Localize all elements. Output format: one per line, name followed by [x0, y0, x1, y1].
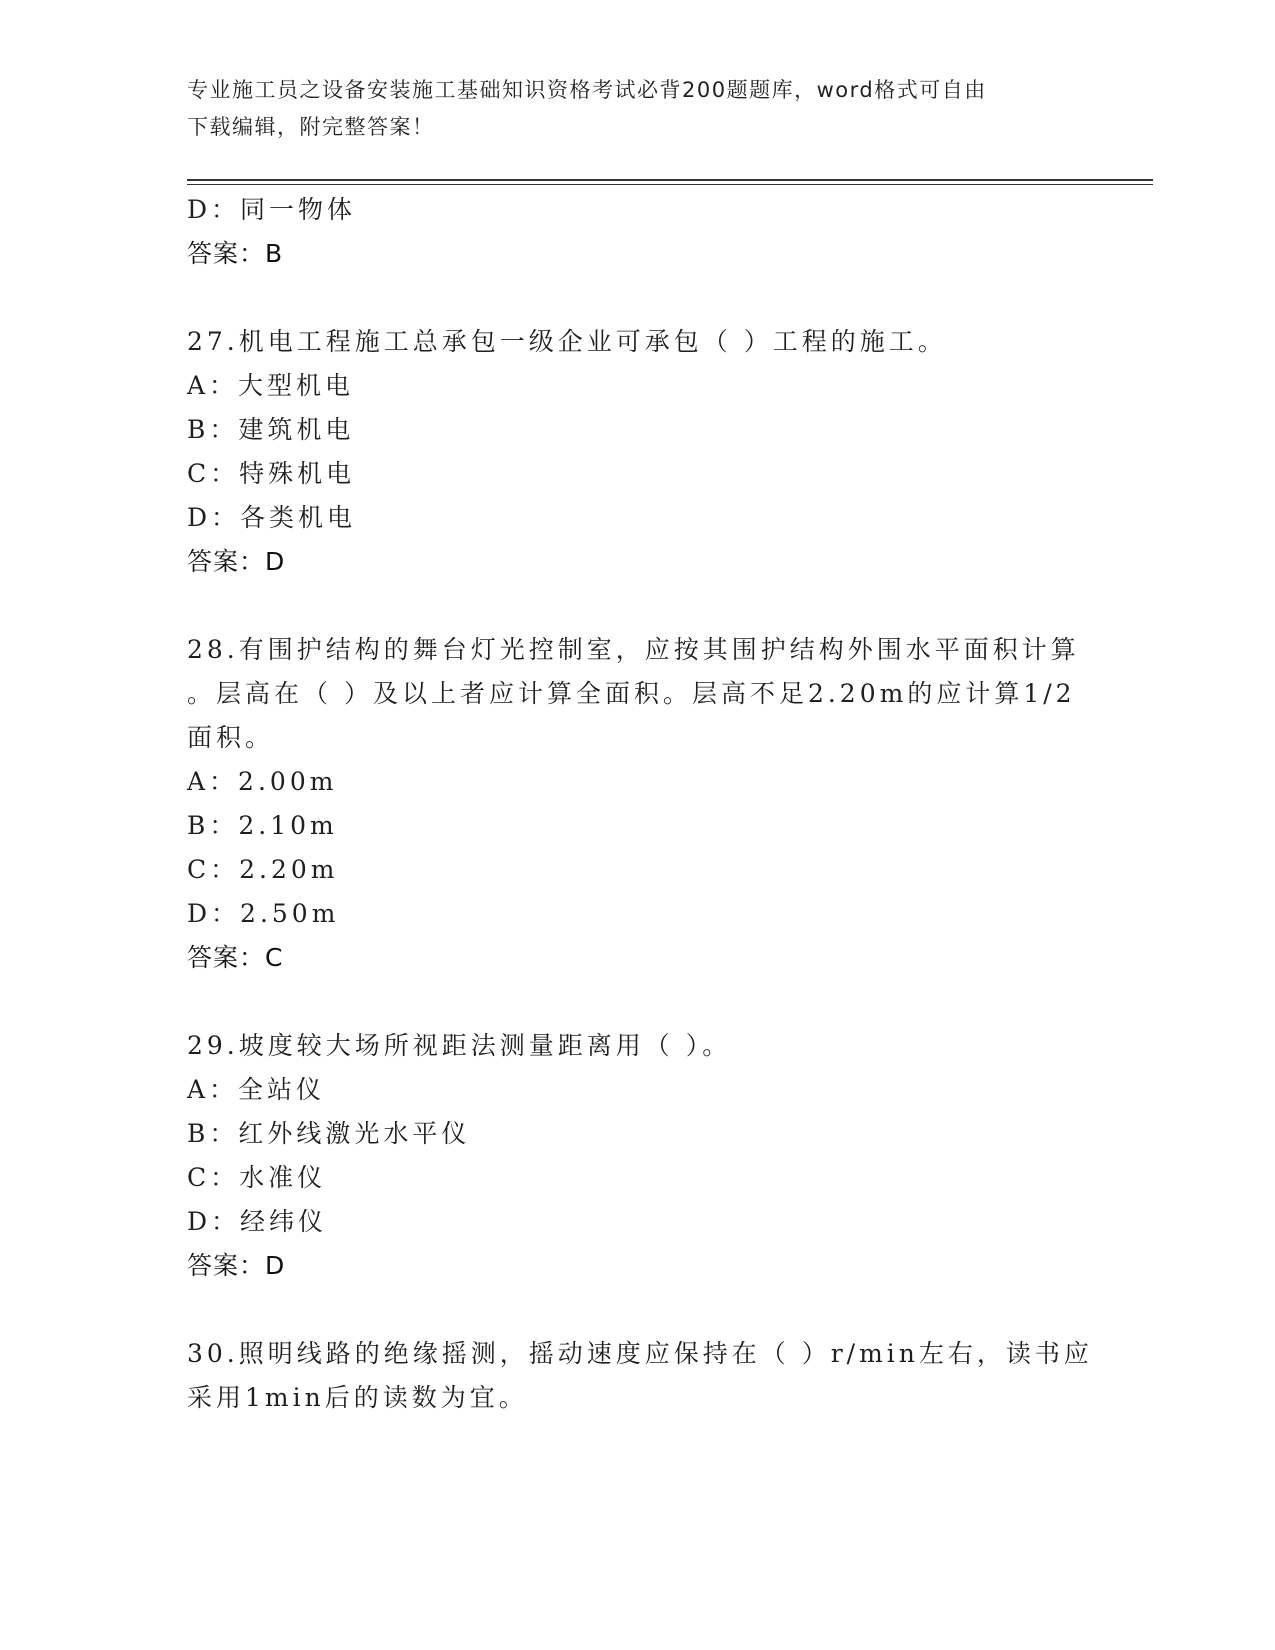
- q30-stem-line-1: 30.照明线路的绝缘摇测，摇动速度应保持在（ ）r/min左右，读书应: [187, 1339, 1093, 1368]
- header-line-1: 专业施工员之设备安装施工基础知识资格考试必背200题题库，word格式可自由: [187, 78, 987, 102]
- q27-option-d: D：各类机电: [187, 503, 357, 532]
- q28-answer: 答案：C: [187, 943, 284, 972]
- q29-option-c: C：水准仪: [187, 1163, 327, 1192]
- q29-option-d: D：经纬仪: [187, 1207, 328, 1236]
- q28-stem-line-2: 。层高在（ ）及以上者应计算全面积。层高不足2.20m的应计算1/2: [187, 679, 1076, 708]
- q28-stem-line-1: 28.有围护结构的舞台灯光控制室，应按其围护结构外围水平面积计算: [187, 635, 1080, 664]
- q26-option-d: D：同一物体: [187, 195, 357, 224]
- q28-option-b: B：2.10m: [187, 811, 338, 840]
- q27-option-b: B：建筑机电: [187, 415, 355, 444]
- q27-option-a: A：大型机电: [187, 371, 355, 400]
- q30-stem-line-2: 采用1min后的读数为宜。: [187, 1383, 528, 1412]
- q27-answer: 答案：D: [187, 547, 286, 576]
- document-header: [187, 72, 1087, 146]
- header-divider-thin: [187, 184, 1153, 185]
- q27-option-c: C：特殊机电: [187, 459, 356, 488]
- q29-stem: 29.坡度较大场所视距法测量距离用（ ）。: [187, 1031, 732, 1060]
- header-line-2: 下载编辑，附完整答案！: [187, 115, 435, 139]
- q26-answer: 答案：B: [187, 239, 284, 268]
- q27-stem: 27.机电工程施工总承包一级企业可承包（ ）工程的施工。: [187, 327, 947, 356]
- q28-option-a: A：2.00m: [187, 767, 338, 796]
- q28-option-d: D：2.50m: [187, 899, 340, 928]
- q29-answer: 答案：D: [187, 1251, 286, 1280]
- header-divider-thick: [187, 179, 1153, 181]
- q28-stem-line-3: 面积。: [187, 723, 275, 752]
- q29-option-a: A：全站仪: [187, 1075, 326, 1104]
- q28-option-c: C：2.20m: [187, 855, 339, 884]
- q29-option-b: B：红外线激光水平仪: [187, 1119, 471, 1148]
